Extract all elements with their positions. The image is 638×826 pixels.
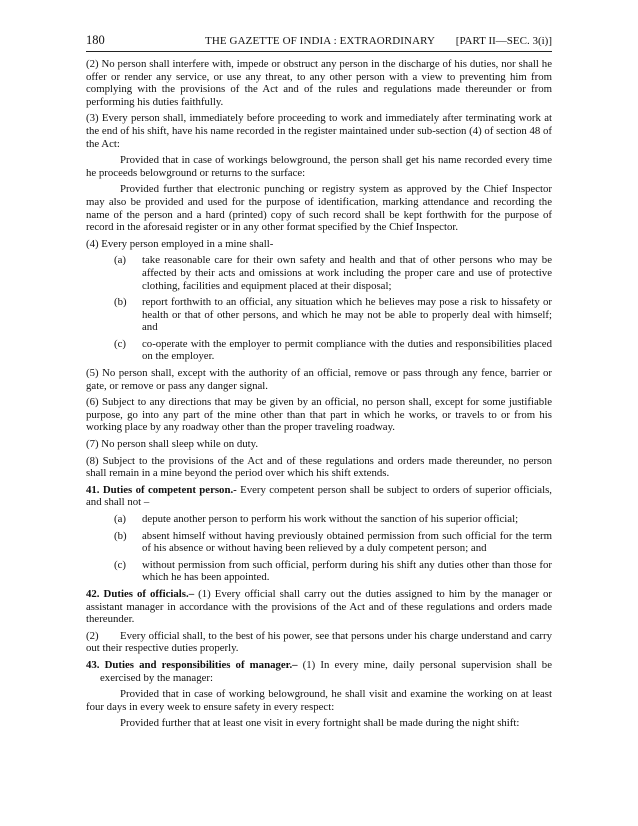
rule-42-text-1: (1) Every official shall carry out the duties assigned to him by the manager or assistant manager in accordance with the provisions of the Act and of these regulations and orders made thereunder. — [86, 587, 553, 626]
item-label: (c) — [114, 337, 126, 350]
item-text: without permission from such official, perform during his shift any duties other than those for which he has been appointed. — [142, 558, 552, 584]
sub-rule-label: (2) — [86, 629, 99, 642]
item-text: absent himself without having previously obtained permission from such official for the term of his absence or without having been relieved by a duly competent person; and — [142, 529, 552, 555]
item-label: (a) — [114, 513, 126, 525]
paragraph-40-4: (4) Every person employed in a mine shall- — [86, 237, 274, 250]
list-item-41-a — [86, 513, 552, 526]
page-number: 180 — [86, 33, 105, 47]
rule-41-paragraph — [86, 484, 552, 509]
proviso-43-1: Provided that in case of working belowground, he shall visit and examine the working on at least four days in every week to ensure safety in every respect: — [86, 688, 552, 713]
rule-42-paragraph-2 — [86, 630, 552, 655]
item-text: depute another person to perform his work without the sanction of his superior official; — [142, 513, 519, 525]
list-item-40-4-c — [86, 338, 552, 363]
gazette-title: THE GAZETTE OF INDIA : EXTRAORDINARY — [205, 35, 435, 47]
paragraph-40-2: (2) No person shall interfere with, impede or obstruct any person in the discharge of his duties, nor shall he offer or render any service, or use any threat, to any other person with a view to preventing him from complying with the provisions of the Act and of the rules and regulations made thereunder or from performing his duties faithfully. — [86, 58, 552, 108]
item-label: (b) — [114, 296, 127, 309]
rule-43-heading: 43. Duties and responsibilities of manager.– — [86, 658, 298, 671]
rule-42-text-2: Every official shall, to the best of his power, see that persons under his charge understand and carry out their respective duties properly. — [86, 629, 552, 655]
paragraph-40-3: (3) Every person shall, immediately before proceeding to work and immediately after terminating work at the end of his shift, have his name recorded in the register maintained under sub-section (4) of section 48 of the Act: — [86, 112, 552, 150]
list-item-40-4-b — [86, 296, 552, 334]
item-text: report forthwith to an official, any situation which he believes may pose a risk to hissafety or health or that of other persons, and which he may not be able to properly deal with himself; and — [142, 296, 552, 334]
item-label: (c) — [114, 558, 126, 571]
paragraph-40-5: (5) No person shall, except with the authority of an official, remove or pass through any fence, barrier or gate, or remove or pass any danger signal. — [86, 367, 552, 392]
list-item-41-b — [86, 530, 552, 555]
rule-41-intro: Every competent person shall be subject to orders of superior officials, and shall not – — [86, 483, 552, 509]
item-text: take reasonable care for their own safety and health and that of other persons who may be affected by their acts and omissions at work including the proper care and use of protective clothing, facilities and equipment placed at their disposal; — [142, 254, 552, 292]
rule-43-text-1: (1) In every mine, daily personal supervision shall be exercised by the manager: — [100, 658, 552, 684]
paragraph-40-6: (6) Subject to any directions that may be given by an official, no person shall, except for some justifiable purpose, go into any part of the mine other than that part in which he works, or travels to or from his working place by any roadway other than the proper traveling roadway. — [86, 396, 552, 434]
rule-43-paragraph-1 — [86, 659, 552, 684]
rule-42-heading: 42. Duties of officials.– — [86, 587, 195, 600]
proviso-40-3-1: Provided that in case of workings belowground, the person shall get his name recorded every time he proceeds belowground or returns to the surface: — [86, 154, 552, 179]
proviso-40-3-2: Provided further that electronic punching or registry system as approved by the Chief Inspector may also be provided and used for the purpose of identification, marking attendance and recording the name of the person and a hard (printed) copy of such record shall be kept forthwith for the purpose of record in the aforesaid register or in any other format specified by the Chief Inspector. — [86, 183, 552, 234]
page-header — [86, 33, 552, 49]
rule-42-paragraph-1 — [86, 588, 552, 626]
document-body — [86, 58, 552, 730]
list-item-40-4-a — [86, 254, 552, 292]
header-rule — [86, 51, 552, 52]
paragraph-40-8: (8) Subject to the provisions of the Act and of these regulations and orders made thereunder, no person shall remain in a mine beyond the period over which his shift extends. — [86, 454, 552, 480]
part-section-label: [PART II—SEC. 3(i)] — [455, 35, 552, 47]
list-item-41-c — [86, 559, 552, 584]
paragraph-40-7: (7) No person shall sleep while on duty. — [86, 438, 259, 451]
rule-41-heading: 41. Duties of competent person.- — [86, 483, 237, 496]
proviso-43-2: Provided further that at least one visit in every fortnight shall be made during the night shift: — [120, 717, 520, 730]
item-label: (a) — [114, 254, 126, 267]
gazette-page — [86, 33, 552, 734]
item-text: co-operate with the employer to permit compliance with the duties and responsibilities placed on the employer. — [142, 337, 552, 363]
item-label: (b) — [114, 529, 127, 542]
